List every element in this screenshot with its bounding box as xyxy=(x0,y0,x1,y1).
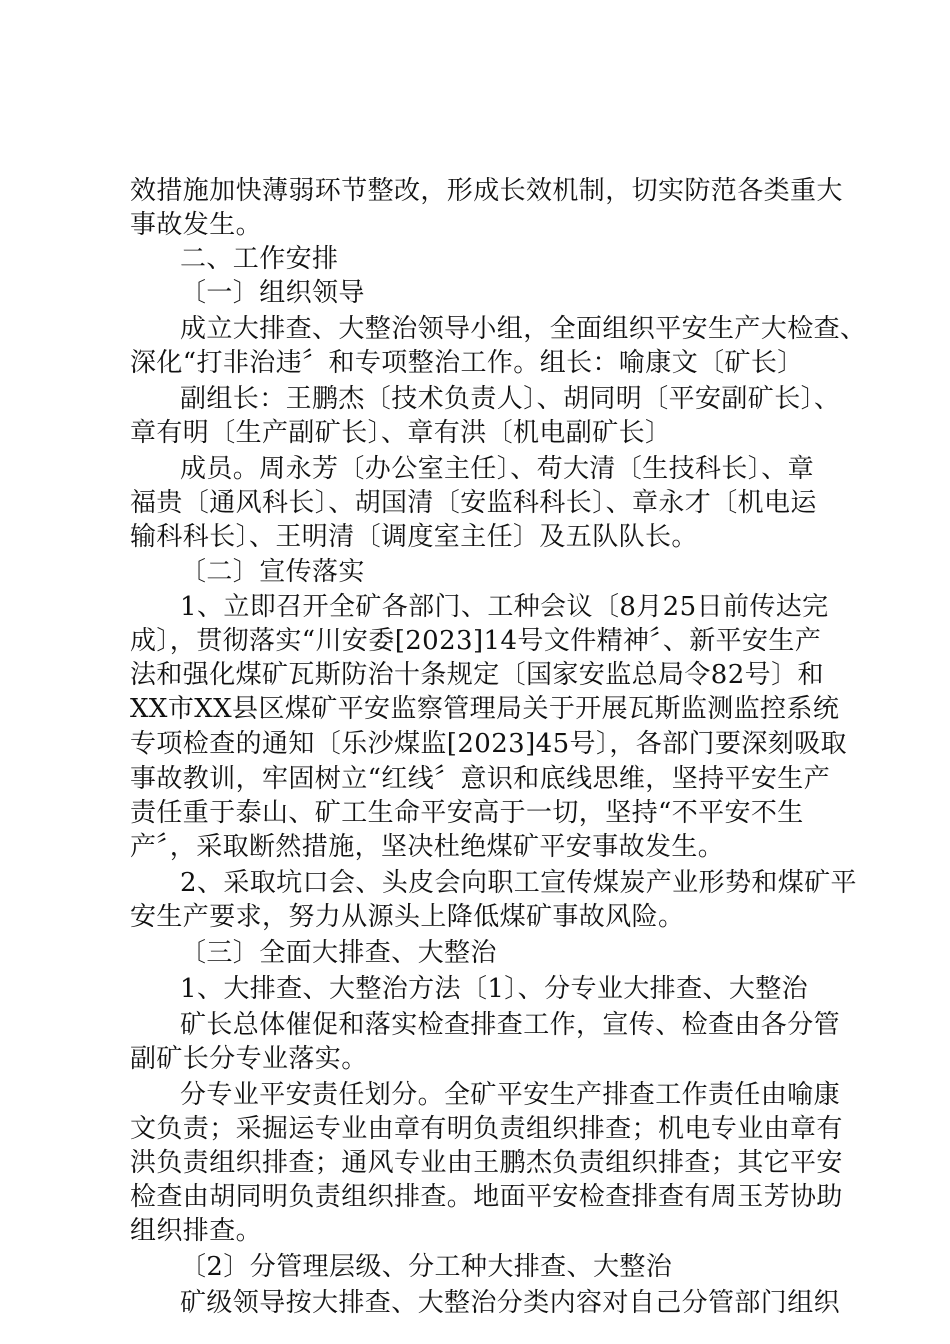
text-line: 副矿长分专业落实。 xyxy=(130,1044,368,1074)
text-line: 洪负责组织排查；通风专业由王鹏杰负责组织排查；其它平安 xyxy=(130,1148,843,1178)
text-line: 效措施加快薄弱环节整改，形成长效机制，切实防范各类重大 xyxy=(130,176,843,206)
subsection-heading: 〔三〕全面大排查、大整治 xyxy=(180,938,497,968)
subsection-heading: 〔一〕组织领导 xyxy=(180,278,365,308)
text-line: 文负责；采掘运专业由章有明负责组织排查；机电专业由章有 xyxy=(130,1114,843,1144)
section-heading: 二、工作安排 xyxy=(180,244,339,274)
text-line: 产〞，采取断然措施，坚决杜绝煤矿平安事故发生。 xyxy=(130,832,725,862)
text-line: 法和强化煤矿瓦斯防治十条规定〔国家安监总局令82号〕和 xyxy=(130,660,824,690)
text-line: 专项检查的通知〔乐沙煤监[2023]45号〕，各部门要深刻吸取 xyxy=(130,729,847,759)
text-line: 1、立即召开全矿各部门、工种会议〔8月25日前传达完 xyxy=(180,592,829,622)
text-line: 事故教训，牢固树立“红线〞意识和底线思维，坚持平安生产 xyxy=(130,764,831,794)
text-line: 1、大排查、大整治方法〔1〕、分专业大排查、大整治 xyxy=(180,974,809,1004)
text-line: 组织排查。 xyxy=(130,1216,263,1246)
text-line: 成〕，贯彻落实“川安委[2023]14号文件精神〞、新平安生产 xyxy=(130,626,822,656)
text-line: 责任重于泰山、矿工生命平安高于一切，坚持“不平安不生 xyxy=(130,798,804,828)
text-line: 深化“打非治违〞和专项整治工作。组长：喻康文〔矿长〕 xyxy=(130,348,804,378)
text-line: 检查由胡同明负责组织排查。地面平安检查排查有周玉芳协助 xyxy=(130,1182,843,1212)
text-line: 成员。周永芳〔办公室主任〕、苟大清〔生技科长〕、章 xyxy=(180,454,815,484)
text-line: 事故发生。 xyxy=(130,210,263,240)
text-line: 成立大排查、大整治领导小组，全面组织平安生产大检查、 xyxy=(180,314,867,344)
subsection-heading: 〔二〕宣传落实 xyxy=(180,557,365,587)
text-line: 输科科长〕、王明清〔调度室主任〕及五队队长。 xyxy=(130,522,698,552)
text-line: 矿长总体催促和落实检查排查工作，宣传、检查由各分管 xyxy=(180,1010,841,1040)
text-line: 分专业平安责任划分。全矿平安生产排查工作责任由喻康 xyxy=(180,1080,841,1110)
text-line: XX市XX县区煤矿平安监察管理局关于开展瓦斯监测监控系统 xyxy=(130,694,840,724)
text-line: 福贵〔通风科长〕、胡国清〔安监科科长〕、章永才〔机电运 xyxy=(130,488,817,518)
text-line: 章有明〔生产副矿长〕、章有洪〔机电副矿长〕 xyxy=(130,418,672,448)
text-line: 2、采取坑口会、头皮会向职工宣传煤炭产业形势和煤矿平 xyxy=(180,868,857,898)
text-line: 安生产要求，努力从源头上降低煤矿事故风险。 xyxy=(130,902,685,932)
subsection-heading: 〔2〕分管理层级、分工种大排查、大整治 xyxy=(180,1252,673,1282)
text-line: 矿级领导按大排查、大整治分类内容对自己分管部门组织 xyxy=(180,1288,841,1318)
text-line: 副组长：王鹏杰〔技术负责人〕、胡同明〔平安副矿长〕、 xyxy=(180,384,841,414)
